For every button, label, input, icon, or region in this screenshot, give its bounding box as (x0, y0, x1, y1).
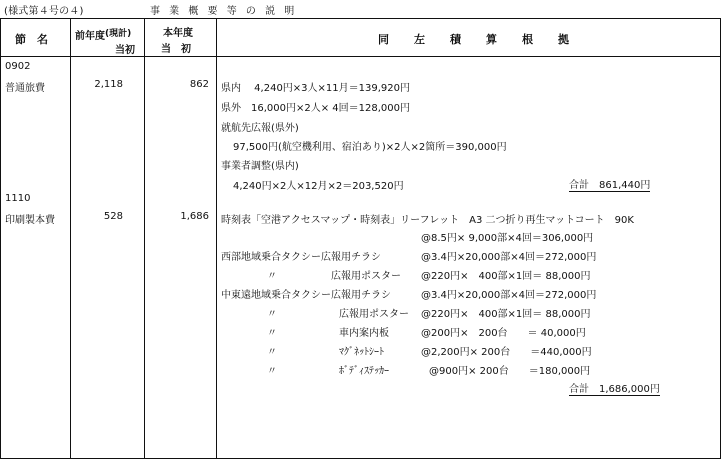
basis-line: 中東遠地域乗合タクシー広報用チラシ (221, 290, 391, 301)
basis-line: 就航先広報(県外) (221, 123, 299, 134)
header-basis: 同 左 積 算 根 拠 (378, 33, 570, 46)
budget-table (0, 18, 721, 459)
basis-line: 事業者調整(県内) (221, 161, 299, 172)
basis-line: 広報用ポスター (339, 309, 409, 320)
row-curr-amount: 1,686 (180, 211, 209, 222)
basis-line: ﾎﾞﾃﾞｨｽﾃｯｶｰ (339, 366, 389, 377)
row-prev-amount: 528 (103, 211, 123, 222)
row-code: 0902 (5, 61, 31, 72)
row-prev-amount: 2,118 (94, 79, 123, 90)
header-curr-initial: 当 初 (161, 44, 191, 55)
basis-line: @220円× 400部×1回＝ 88,000円 (421, 309, 591, 320)
basis-line: @3.4円×20,000部×4回＝272,000円 (421, 290, 597, 301)
row-curr-amount: 862 (189, 79, 209, 90)
column-divider (70, 19, 71, 458)
header-item-name: 節 名 (15, 33, 48, 46)
header-prev-initial: 当初 (115, 45, 135, 56)
basis-line: 県内 4,240円×3人×11月＝139,920円 (221, 83, 411, 94)
header-prev-year-sup: (現計) (105, 29, 132, 39)
ditto-mark: 〃 (267, 309, 277, 320)
basis-line: 時刻表「空港アクセスマップ・時刻表」リーフレット A3 二つ折り再生マットコート 90K (221, 215, 634, 226)
basis-line: @200円× 200台 ＝ 40,000円 (421, 328, 586, 339)
form-number-label: (様式第４号の４) (4, 6, 84, 17)
basis-line: 県外 16,000円×2人× 4回＝128,000円 (221, 103, 411, 114)
basis-line: 97,500円(航空機利用、宿泊あり)×2人×2箇所＝390,000円 (233, 142, 507, 153)
document-title: 事 業 概 要 等 の 説 明 (150, 6, 298, 17)
ditto-mark: 〃 (267, 328, 277, 339)
row-total: 合計 861,440円 (569, 176, 650, 192)
header-curr-year: 本年度 (163, 28, 193, 39)
ditto-mark: 〃 (267, 271, 277, 282)
basis-line: @2,200円× 200台 ＝440,000円 (421, 347, 592, 358)
column-divider (144, 19, 145, 458)
basis-line: @3.4円×20,000部×4回＝272,000円 (421, 252, 597, 263)
ditto-mark: 〃 (267, 347, 277, 358)
row-item-name: 印刷製本費 (5, 215, 55, 226)
basis-line: 西部地域乗合タクシー広報用チラシ (221, 252, 381, 263)
header-prev-year (75, 27, 131, 42)
basis-line: @220円× 400部×1回＝ 88,000円 (421, 271, 591, 282)
ditto-mark: 〃 (267, 366, 277, 377)
basis-line: ﾏｸﾞﾈｯﾄｼｰﾄ (339, 347, 384, 358)
header-divider (1, 56, 720, 57)
column-divider (216, 19, 217, 458)
row-total: 合計 1,686,000円 (569, 380, 660, 396)
basis-line: 広報用ポスター (331, 271, 401, 282)
row-code: 1110 (5, 193, 31, 204)
row-item-name: 普通旅費 (5, 83, 45, 94)
basis-line: @8.5円× 9,000部×4回＝306,000円 (421, 233, 594, 244)
basis-line: 4,240円×2人×12月×2＝203,520円 (233, 181, 404, 192)
header-prev-year-label: 前年度 (75, 31, 105, 42)
basis-line: 車内案内板 (339, 328, 389, 339)
basis-line: @900円× 200台 ＝180,000円 (429, 366, 591, 377)
